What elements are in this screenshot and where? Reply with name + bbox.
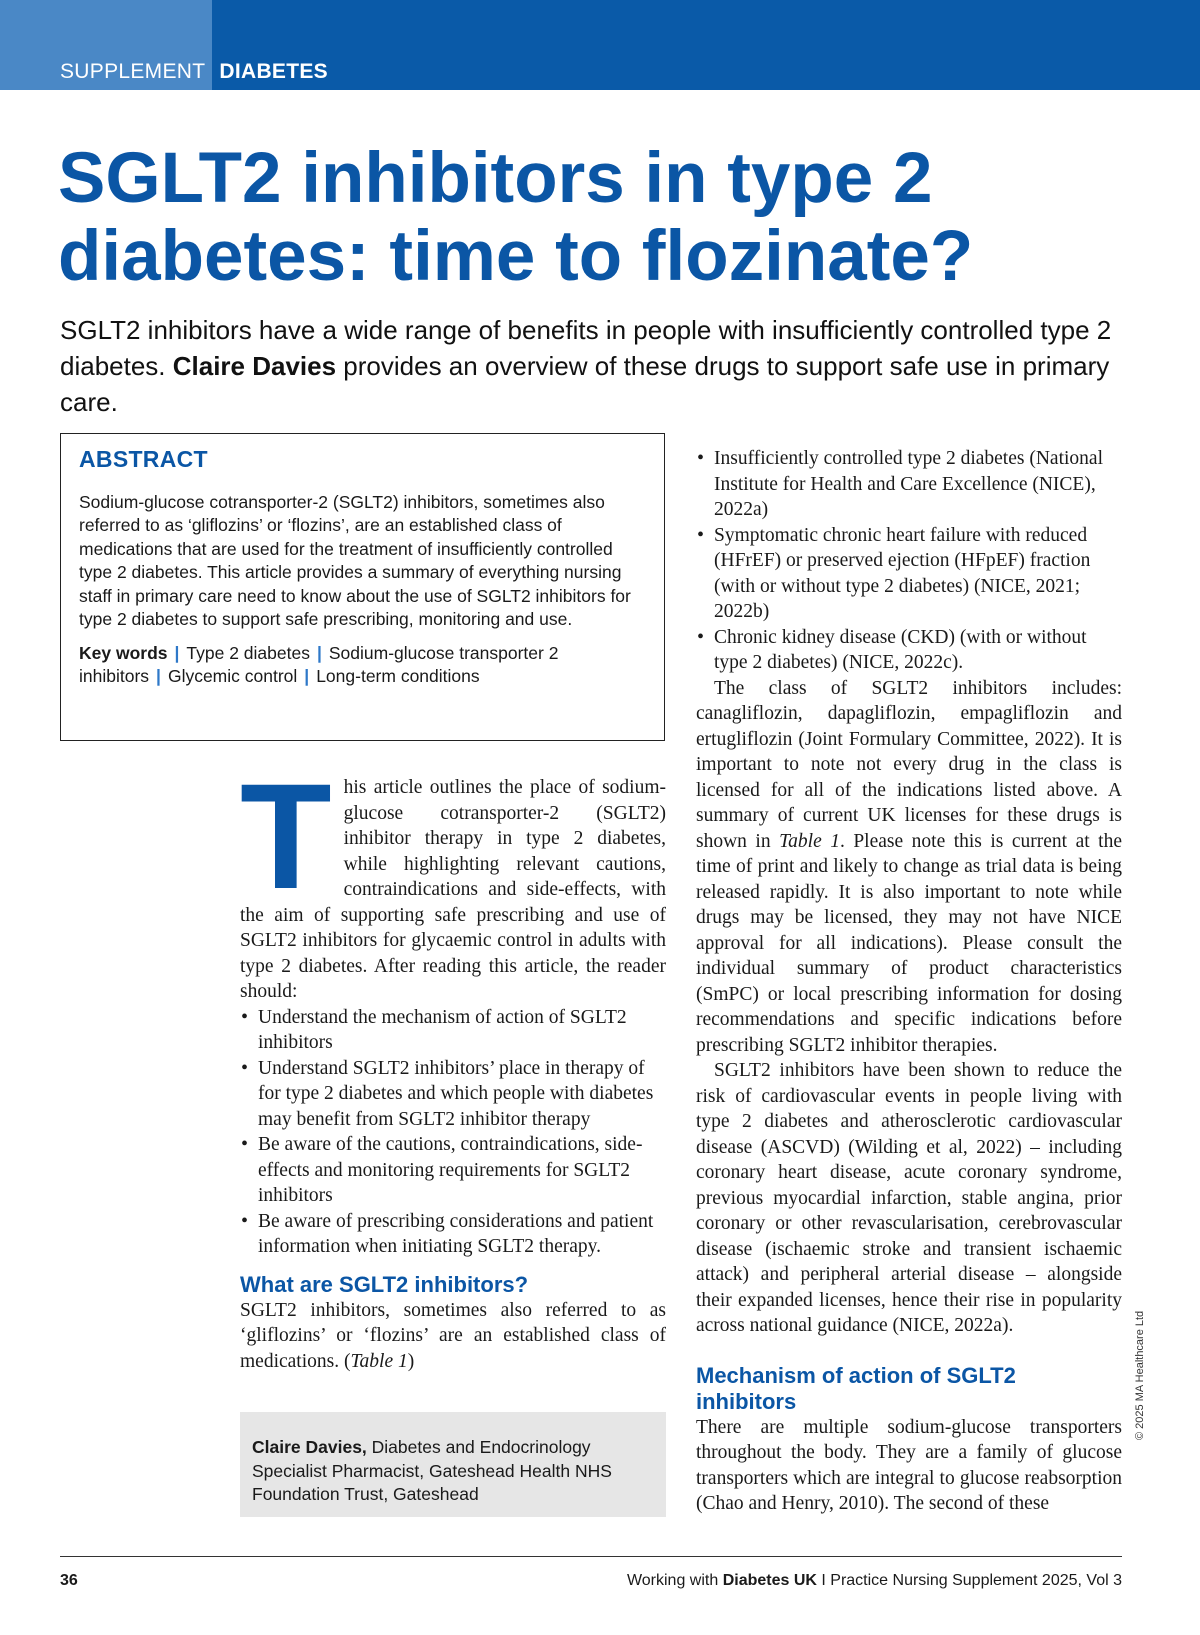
author-name: Claire Davies,	[252, 1437, 367, 1457]
footer-brand: Diabetes UK	[722, 1572, 817, 1589]
key-word: Glycemic control	[167, 666, 298, 686]
body-text: The class of SGLT2 inhibitors includes: canagliflozin, dapagliflozin, empagliflozin and ertugliflozin (Joint Formulary Committee, 2022). It is important to note not every drug in the class is licensed for all of the indications listed above. A summary of current UK licenses for these drugs is shown in	[696, 677, 1122, 852]
standfirst-author: Claire Davies	[172, 351, 337, 381]
article-title: SGLT2 inhibitors in type 2 diabetes: time to flozinate?	[58, 139, 974, 296]
key-word-separator: |	[156, 666, 161, 686]
key-words	[79, 642, 646, 689]
abstract-heading: ABSTRACT	[79, 446, 208, 472]
section-heading: Mechanism of action of SGLT2 inhibitors	[696, 1362, 1016, 1414]
objective-item: • Be aware of the cautions, contraindications, side-effects and monitoring requirements for SGLT2 inhibitors	[240, 1132, 666, 1209]
key-word-separator: |	[316, 642, 322, 663]
author-affiliation: Diabetes and Endocrinology Specialist Pharmacist, Gateshead Health NHS Foundation Trust, Gateshead	[252, 1437, 612, 1504]
body-paragraph	[240, 1298, 666, 1375]
standfirst	[60, 312, 1145, 420]
indications-list	[696, 446, 1122, 676]
footer-publication	[627, 1572, 1122, 1590]
abstract-box	[60, 433, 665, 741]
key-word-separator: |	[174, 642, 180, 663]
footer-lead: Working with	[626, 1572, 723, 1589]
body-paragraph: SGLT2 inhibitors have been shown to reduce the risk of cardiovascular events in people living with type 2 diabetes and atherosclerotic cardiovascular disease (ASCVD) (Wilding et al, 2022) – including coronary heart disease, acute coronary syndrome, previous myocardial infarction, stable angina, prior coronary or other revascularisation, cerebrovascular disease (ischaemic stroke and transient ischaemic attack) and peripheral arterial disease – alongside their expanded licenses, hence their rise in popularity across national guidance (NICE, 2022a).	[696, 1060, 1122, 1336]
intro-paragraph	[240, 752, 666, 1005]
body-text: SGLT2 inhibitors, sometimes also referred to as ‘gliflozins’ or ‘flozins’ are an established class of medications. (	[240, 1299, 666, 1372]
indication-item: • Symptomatic chronic heart failure with reduced (HFrEF) or preserved ejection (HFpEF) fraction (with or without type 2 diabetes) (NICE, 2021; 2022b)	[696, 523, 1122, 625]
footer-tail: I Practice Nursing Supplement 2025, Vol 3	[816, 1572, 1122, 1589]
body-paragraph: There are multiple sodium-glucose transporters throughout the body. They are a family of glucose transporters which are integral to glucose reabsorption (Chao and Henry, 2010). The second of these	[696, 1416, 1122, 1514]
abstract-body: Sodium-glucose cotransporter-2 (SGLT2) inhibitors, sometimes also referred to as ‘gliflozins’ or ‘flozins’, are an established class of medications that are used for the treatment of insufficiently controlled type 2 diabetes. This article provides a summary of everything nursing staff in primary care need to know about the use of SGLT2 inhibitors for type 2 diabetes to support safe prescribing, monitoring and use.	[79, 491, 631, 629]
body-text: . Please note this is current at the time of print and likely to change as trial data is being released rapidly. It is also important to note while drugs may be licensed, they may not have NICE approval for all indications). Please consult the individual summary of product characteristics (SmPC) or local prescribing information for dosing recommendations and specific indications before prescribing SGLT2 inhibitor therapies.	[696, 830, 1122, 1056]
key-word-separator: |	[304, 666, 310, 686]
objective-item: • Be aware of prescribing considerations and patient information when initiating SGLT2 therapy.	[240, 1209, 666, 1260]
drop-cap: T	[240, 752, 332, 920]
intro-text: his article outlines the place of sodium-glucose cotransporter-2 (SGLT2) inhibitor therapy in type 2 diabetes, while highlighting relevant cautions, contraindications and side-effects, with the aim of supporting safe prescribing and use of SGLT2 inhibitors for glycaemic control in adults with type 2 diabetes. After reading this article, the reader should:	[240, 777, 666, 1002]
key-word: Type 2 diabetes	[186, 642, 310, 663]
author-box	[240, 1412, 666, 1517]
page-number: 36	[60, 1572, 78, 1589]
key-word: Sodium-glucose transporter 2 inhibitors	[79, 642, 559, 686]
supplement-label: SUPPLEMENT	[60, 60, 206, 83]
objective-item: • Understand SGLT2 inhibitors’ place in therapy of for type 2 diabetes and which people with diabetes may benefit from SGLT2 inhibitor therapy	[240, 1056, 666, 1133]
standfirst-tail: provides an overview of these drugs to support safe use in primary care.	[60, 351, 1110, 417]
standfirst-lead: SGLT2 inhibitors have a wide range of benefits in people with insufficiently controlled type 2 diabetes.	[60, 315, 1112, 381]
copyright-notice: © 2025 MA Healthcare Ltd	[1134, 1310, 1146, 1440]
key-words-label: Key words	[79, 642, 168, 663]
section-name: DIABETES	[219, 60, 328, 83]
section-label	[60, 60, 328, 84]
section-heading: What are SGLT2 inhibitors?	[240, 1271, 529, 1297]
indication-item: • Chronic kidney disease (CKD) (with or without type 2 diabetes) (NICE, 2022c).	[696, 625, 1122, 676]
right-column	[696, 446, 1122, 1517]
left-column	[240, 752, 666, 1374]
objective-item: • Understand the mechanism of action of SGLT2 inhibitors	[240, 1005, 666, 1056]
footer-rule	[60, 1556, 1122, 1557]
table-reference: Table 1	[350, 1350, 408, 1372]
body-text: )	[407, 1350, 415, 1372]
table-reference: Table 1	[779, 830, 840, 852]
body-paragraph	[696, 676, 1122, 1059]
key-word: Long-term conditions	[316, 666, 480, 686]
indication-item: • Insufficiently controlled type 2 diabetes (National Institute for Health and Care Excellence (NICE), 2022a)	[696, 446, 1122, 523]
learning-objectives	[240, 1005, 666, 1260]
